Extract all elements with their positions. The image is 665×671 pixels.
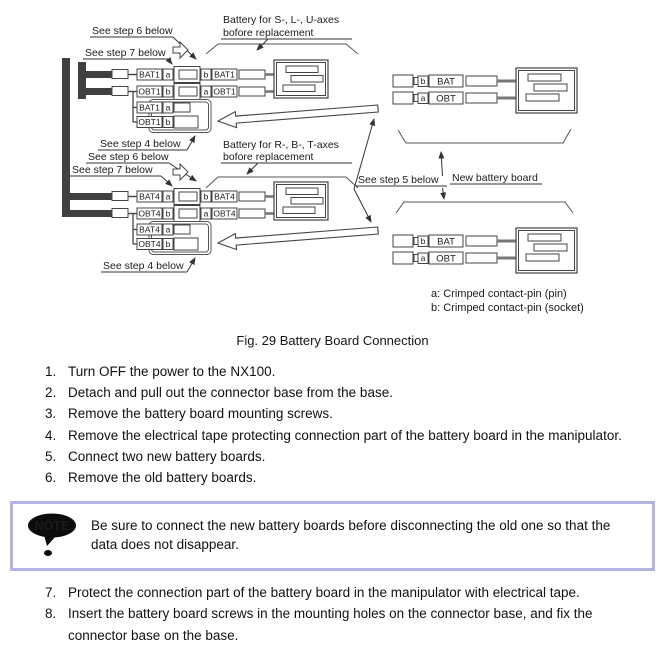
label-pin-b: b (203, 69, 209, 80)
legend-pin-b: b: Crimped contact-pin (socket) (431, 302, 584, 314)
step-text: Remove the old battery boards. (68, 470, 257, 486)
step-item-3 (45, 403, 665, 424)
legend-pin-a: a: Crimped contact-pin (pin) (431, 288, 567, 300)
step-text: Remove the electrical tape protecting connection part of the battery board in the manipulator. (68, 427, 622, 443)
label-pin-a: a (165, 224, 171, 235)
step-text: Remove the battery board mounting screws. (68, 406, 333, 422)
step-number: 2. (45, 385, 57, 401)
replace-arrow-2 (218, 227, 378, 250)
callout-see-step-7: See step 7 below (85, 47, 166, 59)
figure-caption: Fig. 29 Battery Board Connection (236, 333, 429, 348)
label-obt1: OBT1 (213, 86, 236, 97)
step-text: Connect two new battery boards. (68, 448, 266, 464)
step-item-1 (45, 361, 665, 382)
label-pin-a: a (165, 191, 171, 202)
step-item-4 (45, 425, 665, 446)
callout-see-step-6: See step 6 below (92, 25, 173, 37)
battery-before-replacement-callouts (203, 14, 358, 188)
battery-board-diagram (0, 0, 665, 322)
step-number: 3. (45, 406, 57, 422)
branch-wires-2 (133, 214, 137, 245)
step-number: 5. (45, 448, 57, 464)
insert-direction-arrow-1 (173, 42, 188, 58)
callout-see-step-4: See step 4 below (103, 260, 184, 272)
label-obt1: OBT1 (138, 86, 161, 97)
note-icon (27, 513, 77, 559)
note-icon-label: NOTE (34, 519, 70, 534)
step-text: Insert the battery board screws in the mounting holes on the connector base, and fix the connector base on the base. (68, 606, 593, 643)
label-pin-b: b (165, 117, 171, 128)
label-obt: OBT (436, 253, 456, 265)
label-pin-b: b (420, 76, 426, 87)
label-obt4: OBT4 (138, 208, 161, 219)
label-bat1: BAT1 (139, 69, 160, 80)
label-pin-b: b (203, 191, 209, 202)
label-bat1: BAT1 (139, 102, 160, 113)
label-pin-a: a (165, 69, 171, 80)
label-bat1: BAT1 (214, 69, 235, 80)
label-bat: BAT (437, 76, 455, 88)
step-number: 6. (45, 470, 57, 486)
step-number: 7. (45, 585, 57, 601)
label-pin-b: b (420, 236, 426, 247)
contact-pin-legend (431, 288, 584, 314)
callout-see-step-7: See step 7 below (72, 164, 153, 176)
label-pin-a: a (203, 208, 209, 219)
step-text: Protect the connection part of the battery board in the manipulator with electrical tape. (68, 585, 580, 601)
callout-see-step-6: See step 6 below (88, 151, 169, 163)
label-pin-b: b (165, 239, 171, 250)
label-obt4: OBT4 (213, 208, 236, 219)
step-item-8 (45, 603, 665, 645)
manipulator-connector-group-2-labels (138, 225, 170, 250)
label-pin-a: a (420, 253, 426, 264)
procedure-steps-7-8 (0, 582, 665, 646)
label-bat4: BAT4 (139, 191, 160, 202)
callout-battery-rbt: Battery for R-, B-, T-axes (223, 139, 339, 151)
manipulator-connector-group-1-labels (138, 103, 170, 128)
step-item-5 (45, 446, 665, 467)
label-bat4: BAT4 (139, 224, 160, 235)
label-obt4: OBT4 (138, 239, 161, 250)
label-obt1: OBT1 (138, 117, 161, 128)
procedure-steps-1-6 (0, 361, 665, 488)
label-bat4: BAT4 (214, 191, 235, 202)
callout-new-battery-board: New battery board (452, 172, 538, 184)
step-number: 8. (45, 606, 57, 622)
insert-direction-arrow-2 (173, 164, 188, 180)
label-pin-b: b (165, 208, 171, 219)
callout-before-replacement: bofore replacement (223, 27, 314, 39)
step-number: 4. (45, 427, 57, 443)
step-text: Turn OFF the power to the NX100. (68, 364, 276, 379)
callout-before-replacement: bofore replacement (223, 151, 314, 163)
branch-wires-1 (133, 92, 137, 123)
label-pin-a: a (203, 86, 209, 97)
old-battery-group-rbt (66, 182, 328, 222)
step-item-7 (45, 582, 665, 603)
label-bat: BAT (437, 236, 455, 248)
step-item-2 (45, 382, 665, 403)
label-obt: OBT (436, 93, 456, 105)
label-pin-a: a (420, 93, 426, 104)
callout-battery-slu: Battery for S-, L-, U-axes (223, 14, 340, 26)
note-text: Be sure to connect the new battery boards before disconnecting the old one so that the data does not disappear. (91, 518, 611, 553)
callout-see-step-4: See step 4 below (100, 138, 181, 150)
replace-arrow-1 (218, 105, 378, 128)
callout-see-step-5: See step 5 below (358, 174, 439, 186)
step-number: 1. (45, 364, 57, 379)
step-text: Detach and pull out the connector base from the base. (68, 385, 393, 401)
label-pin-b: b (165, 86, 171, 97)
note-callout-box (10, 501, 655, 571)
label-pin-a: a (165, 102, 171, 113)
callouts-right (354, 119, 542, 222)
step-item-6 (45, 467, 665, 488)
